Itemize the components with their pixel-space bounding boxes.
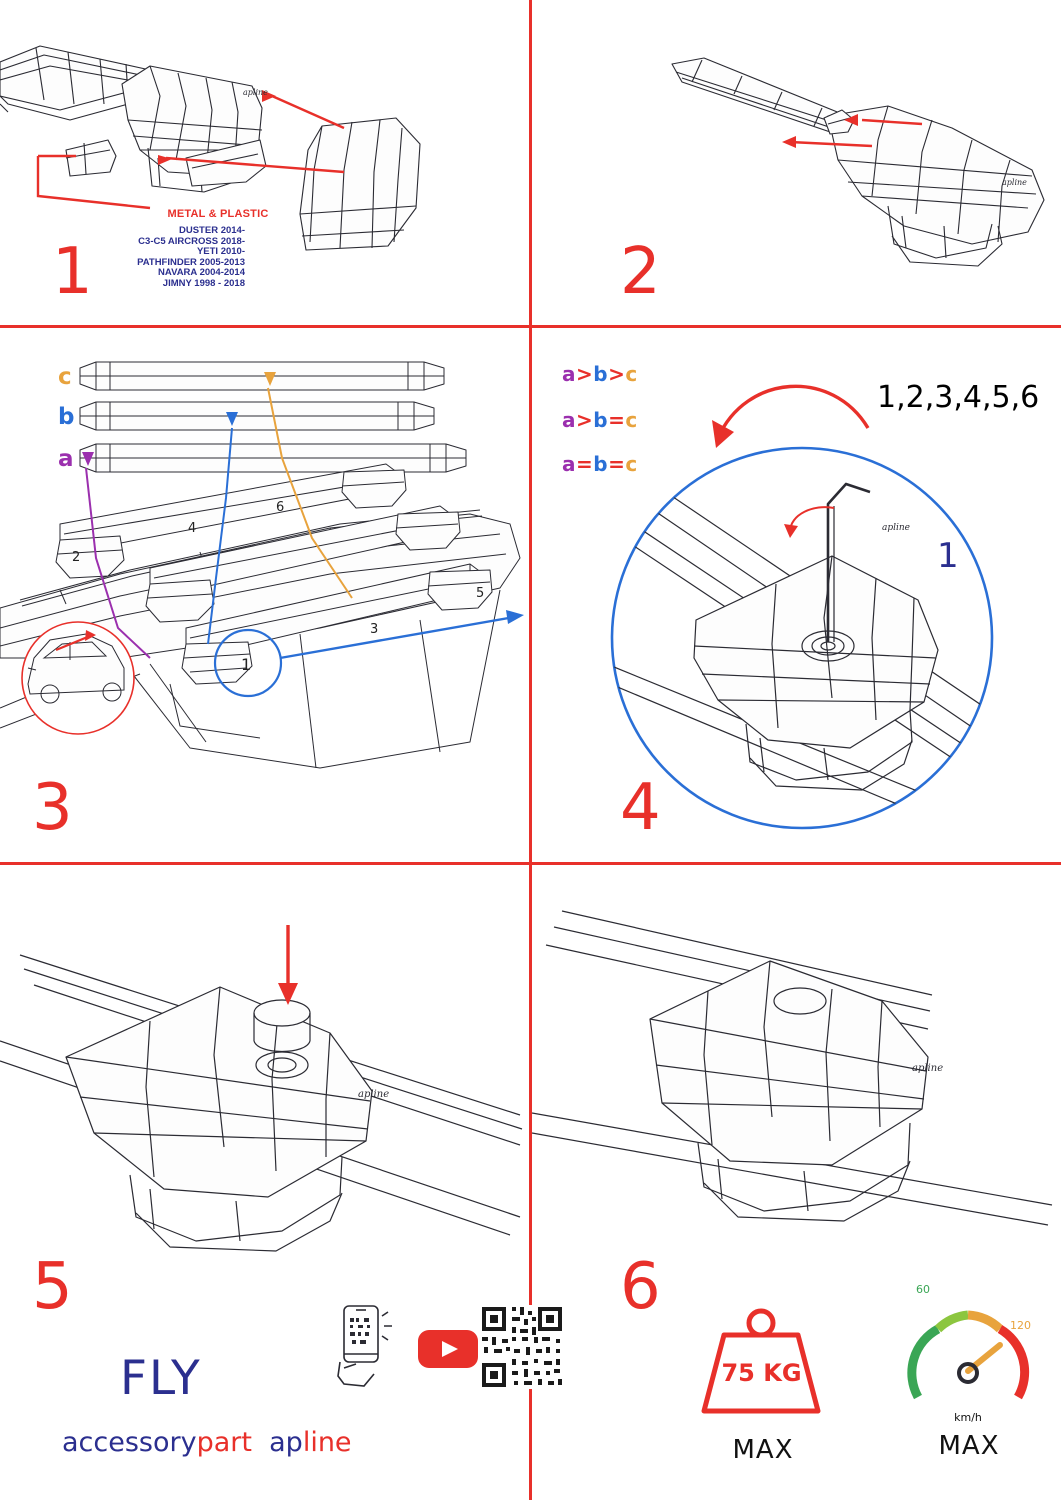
vehicle-item: C3-C5 AIRCROSS 2018- bbox=[138, 235, 245, 247]
step5-illustration bbox=[0, 865, 529, 1500]
step-number-6: 6 bbox=[620, 1250, 661, 1324]
step-number-1: 1 bbox=[52, 235, 93, 309]
vehicle-item: YETI 2010- bbox=[196, 246, 245, 257]
panel-step-1 bbox=[0, 0, 529, 325]
bar-label-b: b bbox=[58, 404, 75, 430]
apline-logo-mark: apline bbox=[882, 523, 911, 533]
vehicle-item: DUSTER 2014- bbox=[179, 225, 245, 236]
callout-6: 6 bbox=[276, 500, 285, 515]
eq1-c: c bbox=[625, 362, 638, 386]
step-number-3: 3 bbox=[32, 771, 73, 845]
step-number-5: 5 bbox=[32, 1250, 73, 1324]
callout-4: 4 bbox=[188, 521, 197, 536]
brand-line: line bbox=[302, 1427, 352, 1458]
brand-part: part bbox=[196, 1427, 252, 1458]
eq3-a: a bbox=[562, 452, 576, 476]
eq1-a: a bbox=[562, 362, 576, 386]
eq1-op1: > bbox=[576, 362, 594, 386]
step4-sequence bbox=[877, 380, 1039, 415]
panel-step-5 bbox=[0, 865, 529, 1500]
brand-ap: ap bbox=[269, 1427, 303, 1458]
eq3-b: b bbox=[593, 452, 609, 476]
eq2-b: b bbox=[593, 408, 609, 432]
brand-fly: FLY bbox=[120, 1351, 202, 1406]
brand-accessory: accessory bbox=[62, 1427, 197, 1458]
step-number-4: 4 bbox=[620, 771, 661, 845]
phone-scan-icon bbox=[330, 1302, 400, 1392]
weight-value: 75 KG bbox=[721, 1359, 802, 1387]
eq2-a: a bbox=[562, 408, 576, 432]
apline-logo-mark: apline bbox=[243, 88, 268, 97]
step2-illustration bbox=[532, 0, 1061, 325]
callout-1: 1 bbox=[241, 655, 252, 674]
step4-sequence-text: 1,2,3,4,5,6 bbox=[877, 380, 1040, 415]
brand-tagline bbox=[62, 1427, 352, 1458]
gauge-max-label: 120 bbox=[1010, 1319, 1031, 1332]
eq2-op1: > bbox=[576, 408, 594, 432]
eq2-op2: = bbox=[608, 408, 626, 432]
panel-step-6 bbox=[532, 865, 1061, 1500]
apline-logo-mark: apline bbox=[912, 1063, 944, 1074]
speed-max-label: MAX bbox=[938, 1431, 1000, 1461]
step1-heading: METAL & PLASTIC bbox=[167, 208, 269, 220]
gauge-min-label: 60 bbox=[916, 1283, 930, 1296]
vehicle-item: NAVARA 2004-2014 bbox=[158, 267, 245, 278]
vehicle-item: JIMNY 1998 - 2018 bbox=[162, 277, 245, 289]
apline-logo-mark: apline bbox=[358, 1089, 390, 1100]
panel-step-4 bbox=[532, 328, 1061, 862]
speed-limit-gauge-icon bbox=[900, 1293, 1036, 1423]
callout-3: 3 bbox=[370, 622, 379, 637]
callout-2: 2 bbox=[72, 550, 81, 565]
bar-label-a: a bbox=[58, 446, 74, 472]
panel-step-3 bbox=[0, 328, 529, 862]
eq3-op2: = bbox=[608, 452, 626, 476]
vehicle-item: PATHFINDER 2005-2013 bbox=[137, 256, 245, 268]
eq1-b: b bbox=[593, 362, 609, 386]
callout-5: 5 bbox=[476, 586, 485, 601]
youtube-icon[interactable] bbox=[417, 1327, 479, 1371]
speed-unit-label: km/h bbox=[954, 1411, 982, 1424]
panel-step-2 bbox=[532, 0, 1061, 325]
step3-illustration bbox=[0, 328, 529, 862]
eq3-c: c bbox=[625, 452, 638, 476]
apline-logo-mark: apline bbox=[1002, 178, 1027, 187]
bar-label-c: c bbox=[58, 364, 72, 390]
eq2-c: c bbox=[625, 408, 638, 432]
step4-detail-callout: 1 bbox=[937, 536, 959, 576]
eq1-op2: > bbox=[608, 362, 626, 386]
step-number-2: 2 bbox=[620, 235, 661, 309]
eq3-op1: = bbox=[576, 452, 594, 476]
weight-max-label: MAX bbox=[732, 1435, 794, 1465]
